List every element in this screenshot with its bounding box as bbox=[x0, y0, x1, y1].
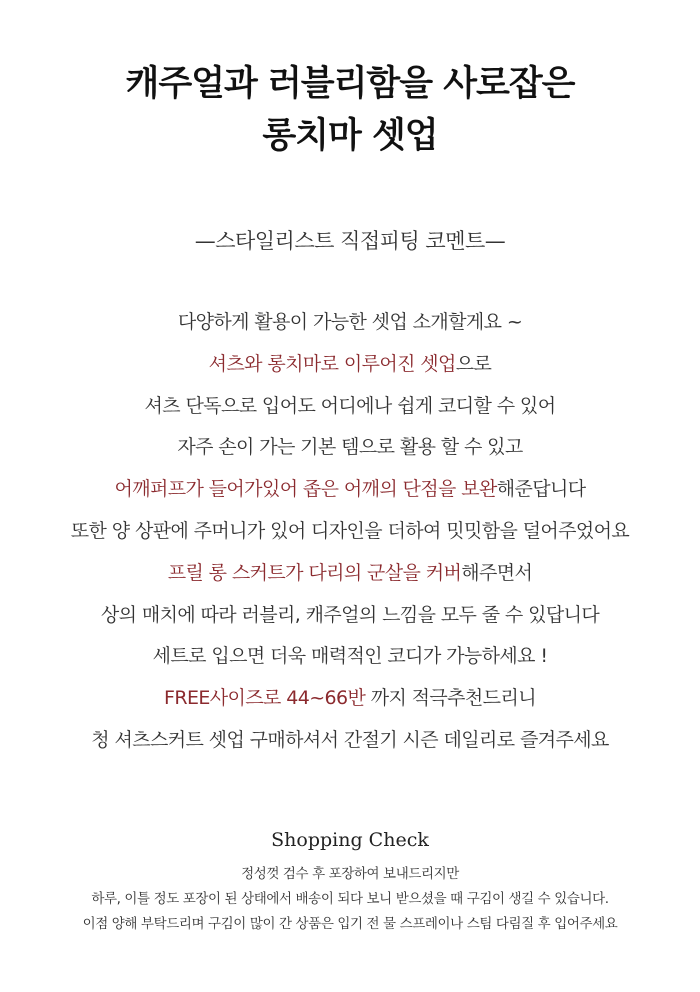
page-title-line-1: 캐주얼과 러블리함을 사로잡은 bbox=[125, 64, 575, 104]
shopping-check-title: Shopping Check bbox=[271, 829, 429, 851]
stylist-comment-heading: —스타일리스트 직접피팅 코멘트— bbox=[194, 229, 506, 253]
page-title bbox=[0, 58, 700, 162]
comment-line bbox=[0, 678, 700, 720]
shopping-note-line: 이점 양해 부탁드리며 구김이 많이 간 상품은 입기 전 물 스프레이나 스팀 다림질 후 입어주세요 bbox=[82, 916, 618, 932]
comment-text: 청 셔츠스커트 셋업 구매하셔서 간절기 시즌 데일리로 즐겨주세요 bbox=[91, 728, 609, 751]
stylist-comment-list bbox=[0, 302, 700, 762]
page-title-line-2: 롱치마 셋업 bbox=[262, 116, 438, 156]
shopping-note-line: 정성껏 검수 후 포장하여 보내드리지만 bbox=[241, 866, 459, 882]
comment-line bbox=[0, 302, 700, 344]
comment-highlight: FREE사이즈로 44~66반 bbox=[164, 687, 366, 710]
comment-line bbox=[0, 636, 700, 678]
comment-highlight: 어깨퍼프가 들어가있어 좁은 어깨의 단점을 보완 bbox=[114, 478, 497, 501]
comment-text: 셔츠 단독으로 입어도 어디에나 쉽게 코디할 수 있어 bbox=[144, 394, 556, 417]
comment-line bbox=[0, 511, 700, 553]
comment-text: 또한 양 상판에 주머니가 있어 디자인을 더하여 밋밋함을 덜어주었어요 bbox=[70, 519, 630, 542]
comment-line bbox=[0, 595, 700, 637]
comment-text: 상의 매치에 따라 러블리, 캐주얼의 느낌을 모두 줄 수 있답니다 bbox=[100, 603, 600, 626]
comment-line bbox=[0, 553, 700, 595]
comment-text: 까지 적극추천드리니 bbox=[365, 687, 536, 710]
comment-highlight: 프릴 롱 스커트가 다리의 군살을 커버 bbox=[167, 561, 462, 584]
comment-line bbox=[0, 427, 700, 469]
shopping-note-line: 하루, 이틀 정도 포장이 된 상태에서 배송이 되다 보니 받으셨을 때 구김이 생길 수 있습니다. bbox=[91, 891, 609, 907]
comment-text: 다양하게 활용이 가능한 셋업 소개할게요 ~ bbox=[177, 311, 523, 333]
comment-line bbox=[0, 720, 700, 762]
comment-text: 세트로 입으면 더욱 매력적인 코디가 가능하세요 ! bbox=[152, 645, 548, 668]
comment-highlight: 셔츠와 롱치마로 이루어진 셋업 bbox=[208, 352, 456, 375]
comment-line bbox=[0, 469, 700, 511]
comment-text: 해준답니다 bbox=[496, 478, 586, 501]
comment-text: 해주면서 bbox=[461, 561, 533, 584]
comment-line bbox=[0, 344, 700, 386]
comment-line bbox=[0, 386, 700, 428]
comment-text: 자주 손이 가는 기본 템으로 활용 할 수 있고 bbox=[177, 436, 523, 459]
comment-text: 으로 bbox=[455, 352, 492, 375]
shopping-check-notes bbox=[0, 862, 700, 937]
